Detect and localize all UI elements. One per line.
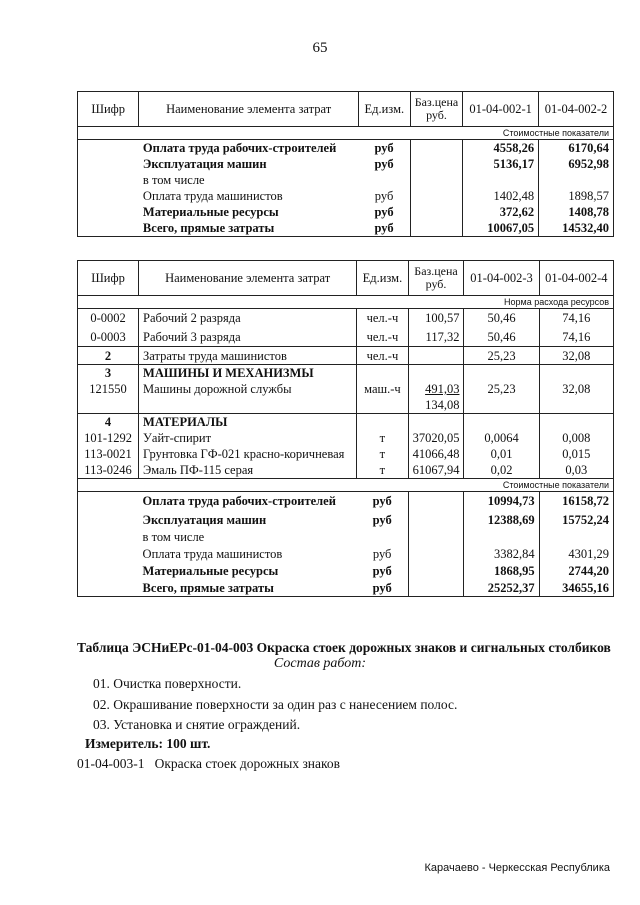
table-row: Материальные ресурсы руб 1868,95 2744,20	[78, 563, 614, 580]
table-row: 121550 Машины дорожной службы маш.-ч 491,03 25,23 32,08	[78, 381, 614, 397]
header-col-002-3: 01-04-002-3	[464, 261, 539, 296]
table-row: Материальные ресурсы руб 372,62 1408,78	[78, 204, 614, 220]
work-step: 03. Установка и снятие ограждений.	[93, 717, 301, 732]
table-row: 101-1292 Уайт-спирит т 37020,05 0,0064 0,008	[78, 430, 614, 446]
header-name: Наименование элемента затрат	[139, 92, 358, 127]
meter-label: Измеритель: 100 шт.	[85, 736, 211, 751]
header-col-002-1: 01-04-002-1	[463, 92, 539, 127]
item-code-line: 01-04-003-1 Окраска стоек дорожных знаков	[77, 756, 341, 771]
table-row: 0-0002 Рабочий 2 разряда чел.-ч 100,57 50,46 74,16	[78, 309, 614, 328]
table-row: 2 Затраты труда машинистов чел.-ч 25,23 32,08	[78, 347, 614, 365]
header-col-002-4: 01-04-002-4	[539, 261, 613, 296]
header-unit: Ед.изм.	[358, 92, 410, 127]
table-row: Эксплуатация машин руб 5136,17 6952,98	[78, 156, 614, 172]
table-row: 113-0021 Грунтовка ГФ-021 красно-коричневая т 41066,48 0,01 0,015	[78, 446, 614, 462]
header-code: Шифр	[78, 92, 139, 127]
table-header-row	[78, 92, 614, 127]
composition-title: Состав работ:	[273, 656, 367, 671]
table-row: Оплата труда машинистов руб 1402,48 1898,57	[78, 188, 614, 204]
work-step: 02. Окрашивание поверхности за один раз с нанесением полос.	[93, 697, 458, 712]
footer-region: Карачаево - Черкесская Республика	[424, 862, 610, 874]
table-row: Эксплуатация машин руб 12388,69 15752,24	[78, 511, 614, 529]
subheader-resource-norms: Норма расхода ресурсов	[78, 296, 614, 309]
cost-table-01-04-002-1-2	[77, 91, 614, 237]
table-row: 0-0003 Рабочий 3 разряда чел.-ч 117,32 50,46 74,16	[78, 328, 614, 347]
table-row: в том числе	[78, 529, 614, 546]
table-row: 3 МАШИНЫ И МЕХАНИЗМЫ	[78, 365, 614, 382]
subheader-cost-indicators: Стоимостные показатели	[78, 479, 614, 492]
table-row: Оплата труда машинистов руб 3382,84 4301,29	[78, 546, 614, 563]
table-row: 134,08	[78, 397, 614, 414]
header-unit: Ед.изм.	[357, 261, 408, 296]
header-name: Наименование элемента затрат	[139, 261, 357, 296]
table-row: Всего, прямые затраты руб 10067,05 14532,40	[78, 220, 614, 237]
table-header-row	[78, 261, 614, 296]
header-code: Шифр	[78, 261, 139, 296]
header-base-price: Баз.цена руб.	[410, 92, 462, 127]
table-row: Всего, прямые затраты руб 25252,37 34655,16	[78, 580, 614, 597]
resource-table-01-04-002-3-4	[77, 260, 614, 597]
header-base-price: Баз.цена руб.	[408, 261, 464, 296]
table-row: 113-0246 Эмаль ПФ-115 серая т 61067,94 0,02 0,03	[78, 462, 614, 479]
work-step: 01. Очистка поверхности.	[93, 676, 242, 691]
table-row: в том числе	[78, 172, 614, 188]
table-row: 4 МАТЕРИАЛЫ	[78, 414, 614, 431]
section-title: Таблица ЭСНиЕРс-01-04-003 Окраска стоек дорожных знаков и сигнальных столбиков	[77, 640, 611, 655]
page-number: 65	[312, 40, 328, 56]
subheader-cost-indicators: Стоимостные показатели	[78, 127, 614, 140]
table-row: Оплата труда рабочих-строителей руб 4558,26 6170,64	[78, 140, 614, 157]
header-col-002-2: 01-04-002-2	[539, 92, 614, 127]
table-row: Оплата труда рабочих-строителей руб 10994,73 16158,72	[78, 492, 614, 511]
